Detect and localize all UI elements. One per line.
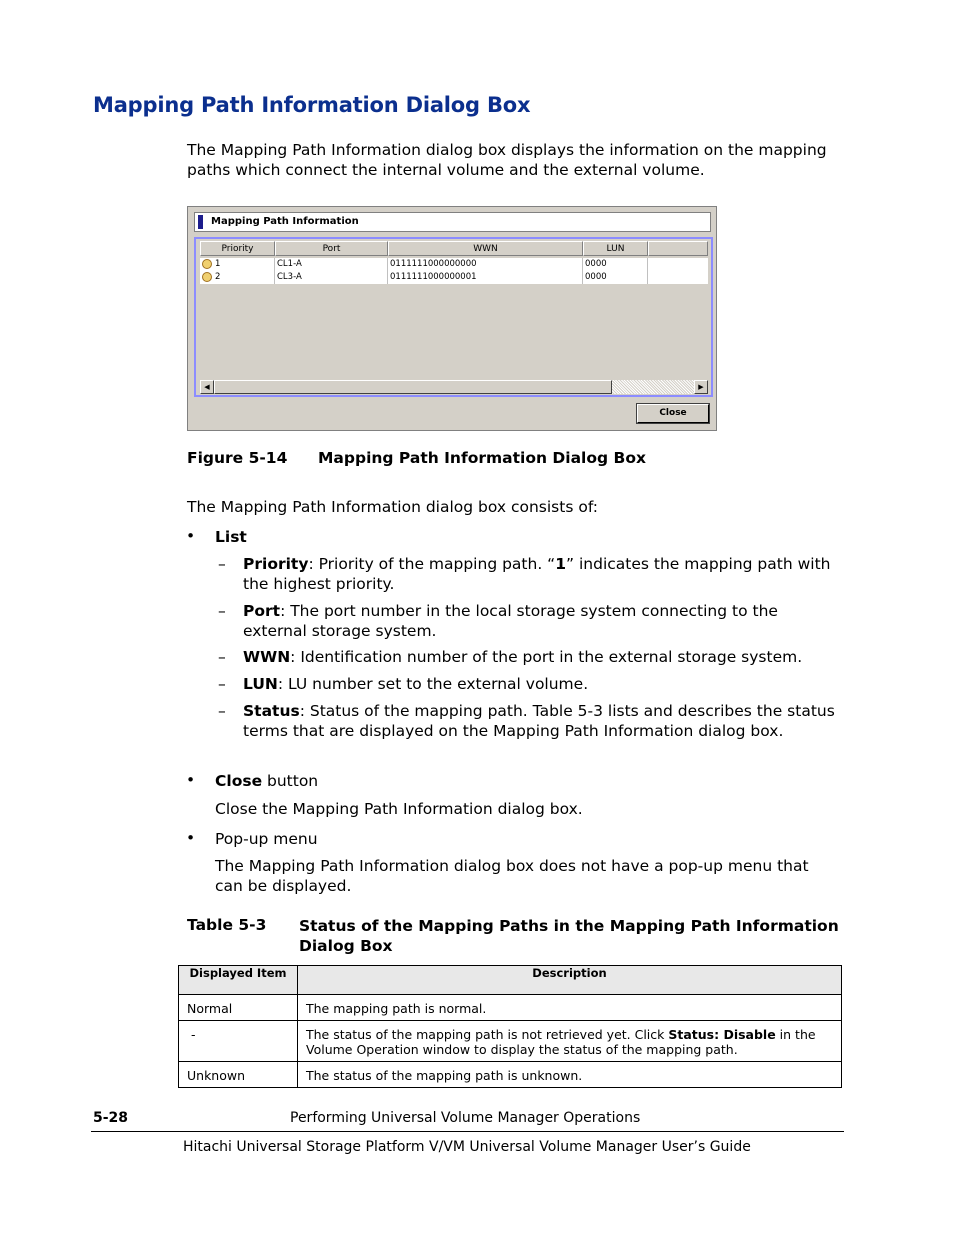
page-title: Mapping Path Information Dialog Box <box>93 93 531 117</box>
figure-title: Mapping Path Information Dialog Box <box>318 449 646 467</box>
dash-icon: – <box>218 702 226 720</box>
item-cell: - <box>179 1021 298 1062</box>
lun-cell: 0000 <box>583 271 648 284</box>
status-cell <box>648 271 708 284</box>
table-header-row <box>179 966 842 995</box>
page-number: 5-28 <box>93 1110 129 1126</box>
wwn-item: WWN: Identification number of the port in the external storage system. <box>243 648 803 666</box>
dash-icon: – <box>218 648 226 666</box>
item-cell: Normal <box>179 995 298 1021</box>
item-cell: Unknown <box>179 1062 298 1088</box>
column-status[interactable] <box>648 241 708 256</box>
figure-number: Figure 5-14 <box>187 449 288 467</box>
table-title: Status of the Mapping Paths in the Mapping Path Information Dialog Box <box>299 917 839 955</box>
table-row[interactable] <box>200 258 708 271</box>
scroll-right-icon[interactable]: ▶ <box>694 380 708 394</box>
table-row <box>179 1021 842 1062</box>
scroll-left-icon[interactable]: ◀ <box>200 380 214 394</box>
dash-icon: – <box>218 602 226 620</box>
scroll-thumb[interactable] <box>214 380 612 394</box>
dash-icon: – <box>218 555 226 573</box>
list-label: List <box>215 528 247 546</box>
intro-paragraph: The Mapping Path Information dialog box displays the information on the mapping paths which connect the internal volume and the external volume. <box>187 141 827 179</box>
mapping-path-dialog <box>187 206 717 431</box>
wwn-cell: 0111111000000001 <box>388 271 583 284</box>
priority-cell: 1 <box>200 258 275 271</box>
status-table <box>178 965 842 1088</box>
desc-cell: The mapping path is normal. <box>298 995 842 1021</box>
dialog-title-bar <box>194 212 711 232</box>
bullet-icon: • <box>186 829 196 847</box>
desc-cell: The status of the mapping path is unknown. <box>298 1062 842 1088</box>
popup-item: Pop-up menu <box>215 830 318 848</box>
port-item: Port: The port number in the local storage system connecting to the external storage system. <box>243 602 778 640</box>
dash-icon: – <box>218 675 226 693</box>
header-description: Description <box>298 966 842 995</box>
bullet-icon: • <box>186 771 196 789</box>
status-item: Status: Status of the mapping path. Table 5-3 lists and describes the status terms that are displayed on the Mapping Path Information dialog box. <box>243 702 835 740</box>
header-displayed-item: Displayed Item <box>179 966 298 995</box>
path-icon <box>202 259 212 269</box>
horizontal-scrollbar[interactable] <box>200 380 708 394</box>
wwn-cell: 0111111000000000 <box>388 258 583 271</box>
status-cell <box>648 258 708 271</box>
bullet-icon: • <box>186 527 196 545</box>
guide-title: Hitachi Universal Storage Platform V/VM Universal Volume Manager User’s Guide <box>183 1139 751 1155</box>
table-body <box>200 258 708 380</box>
column-port[interactable]: Port <box>275 241 388 256</box>
priority-item: Priority: Priority of the mapping path. “1” indicates the mapping path with the highest priority. <box>243 555 831 593</box>
close-desc: Close the Mapping Path Information dialog box. <box>215 800 583 818</box>
priority-cell: 2 <box>200 271 275 284</box>
column-wwn[interactable]: WWN <box>388 241 583 256</box>
popup-desc: The Mapping Path Information dialog box does not have a pop-up menu that can be displayed. <box>215 857 809 895</box>
table-row[interactable] <box>200 271 708 284</box>
table-row <box>179 1062 842 1088</box>
table-number: Table 5-3 <box>187 916 267 934</box>
column-lun[interactable]: LUN <box>583 241 648 256</box>
column-priority[interactable]: Priority <box>200 241 275 256</box>
scroll-track[interactable] <box>612 380 694 394</box>
port-cell: CL1-A <box>275 258 388 271</box>
table-row <box>179 995 842 1021</box>
lun-item: LUN: LU number set to the external volume. <box>243 675 589 693</box>
dialog-title: Mapping Path Information <box>211 216 359 227</box>
title-accent <box>198 215 203 229</box>
table-header <box>200 241 708 257</box>
consists-text: The Mapping Path Information dialog box consists of: <box>187 498 598 516</box>
lun-cell: 0000 <box>583 258 648 271</box>
desc-cell: The status of the mapping path is not retrieved yet. Click Status: Disable in the Volume Operation window to display the status of the mapping path. <box>298 1021 842 1062</box>
footer-divider <box>91 1131 844 1132</box>
close-item: Close button <box>215 772 319 790</box>
path-icon <box>202 272 212 282</box>
mapping-path-table[interactable] <box>194 237 713 397</box>
port-cell: CL3-A <box>275 271 388 284</box>
section-title: Performing Universal Volume Manager Operations <box>290 1110 641 1126</box>
close-button[interactable]: Close <box>637 404 709 423</box>
